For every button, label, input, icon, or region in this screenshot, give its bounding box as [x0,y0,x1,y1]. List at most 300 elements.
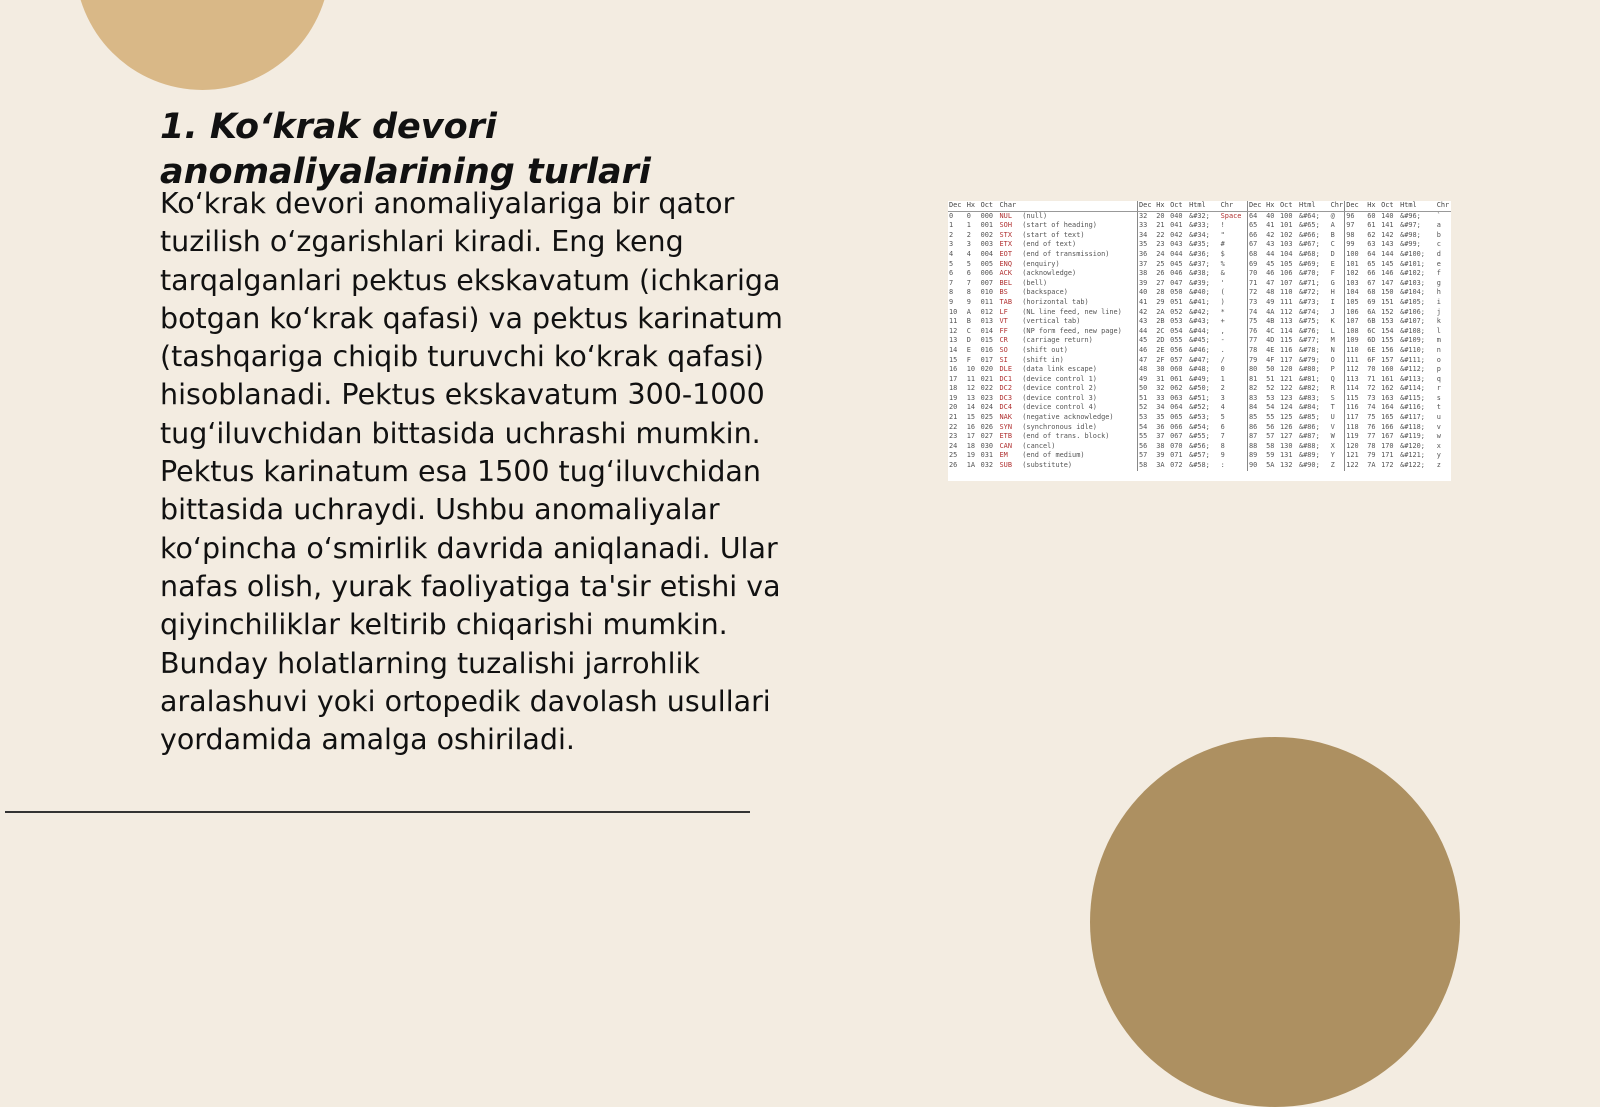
ascii-table-cell: (shift in) [1021,356,1137,366]
ascii-table-cell: &#98; [1400,230,1421,239]
ascii-table-cell: 017 [980,355,994,364]
ascii-table-cell: 60 [1367,211,1376,220]
ascii-table-cell: 107 [1280,278,1293,287]
ascii-table-cell: &#46; [1189,345,1210,354]
ascii-table-cell: 112 [1346,365,1359,374]
ascii-table-cell: 1 [949,221,954,230]
ascii-table-cell: 0 [966,211,971,220]
ascii-table-header: Dec [1247,201,1265,211]
ascii-table-cell: &#120; [1400,441,1425,450]
ascii-table-cell: W [1330,432,1345,442]
ascii-table-cell: ENQ [999,259,1012,268]
ascii-table-cell: 121 [1346,451,1359,460]
ascii-table-cell: " [1220,231,1248,241]
ascii-table-cell: 75 [1248,317,1258,326]
ascii-table-cell: &#102; [1400,269,1425,278]
ascii-table-cell: (device control 3) [1021,394,1137,404]
ascii-table-cell: 37 [1156,432,1165,441]
ascii-table-cell: B [966,317,971,326]
ascii-table-cell: 003 [980,240,994,249]
ascii-table-cell: p [1436,365,1441,374]
ascii-table-cell: 29 [1156,297,1165,306]
ascii-table-cell: 103 [1346,278,1359,287]
ascii-table-header: Html [1298,201,1330,211]
ascii-table-cell: 52 [1139,403,1148,412]
ascii-table-cell: o [1436,355,1441,364]
ascii-table-cell: 104 [1280,249,1293,258]
ascii-table-cell: 7 [1220,432,1248,442]
ascii-table-cell: (carriage return) [1021,336,1137,346]
ascii-table-cell: 4F [1266,355,1275,364]
ascii-table-cell: 132 [1280,461,1293,470]
ascii-table-cell: 053 [1170,317,1183,326]
ascii-table-cell: (end of text) [1021,240,1137,250]
ascii-table-cell: SOH [999,221,1012,230]
ascii-table-cell: 24 [1156,249,1165,258]
ascii-table-cell: @ [1330,211,1345,221]
ascii-table-cell: 31 [1156,374,1165,383]
ascii-table-cell: &#69; [1298,259,1320,268]
ascii-table-cell: 48 [1266,288,1275,297]
ascii-table-cell: 6E [1367,345,1376,354]
ascii-table-row [948,298,1451,308]
ascii-table-cell: 4D [1266,336,1275,345]
ascii-table-cell: 57 [1266,432,1275,441]
ascii-table-cell: &#58; [1189,461,1210,470]
ascii-table-cell: &#52; [1189,403,1210,412]
ascii-table-cell: &#66; [1298,230,1320,239]
ascii-table-cell: y [1436,451,1441,460]
ascii-table-cell: 114 [1346,384,1359,393]
ascii-table-cell: &#96; [1400,211,1421,220]
ascii-table-cell: &#41; [1189,297,1210,306]
ascii-table-cell: 30 [1156,365,1165,374]
ascii-table-cell: 007 [980,278,994,287]
ascii-table-cell: 4 [966,249,971,258]
ascii-table-cell: L [1330,327,1345,337]
ascii-table-cell: 131 [1280,451,1293,460]
ascii-table-row [948,288,1451,298]
ascii-table-cell: 157 [1381,355,1394,364]
ascii-table-header: Dec [1138,201,1156,211]
ascii-table-cell: (shift out) [1021,346,1137,356]
ascii-table-cell: 88 [1248,441,1258,450]
ascii-table-row [948,250,1451,260]
ascii-table-cell: &#89; [1298,451,1320,460]
ascii-table-cell: 111 [1280,297,1293,306]
ascii-table-cell: w [1436,432,1441,441]
ascii-table-row [948,269,1451,279]
ascii-table-row [948,375,1451,385]
ascii-table-cell: 85 [1248,413,1258,422]
ascii-table-cell: 4E [1266,345,1275,354]
ascii-table-cell: &#87; [1298,432,1320,441]
ascii-table-cell: 56 [1139,441,1148,450]
ascii-table-cell: # [1220,240,1248,250]
ascii-table-cell: 005 [980,259,994,268]
ascii-table-cell: 1 [966,221,971,230]
ascii-table-row [948,327,1451,337]
ascii-table-cell: 044 [1170,249,1183,258]
ascii-table-cell: SYN [999,422,1012,431]
ascii-table-cell: 030 [980,441,994,450]
ascii-table-cell: NUL [999,211,1012,220]
ascii-table-cell: &#34; [1189,230,1210,239]
ascii-table-cell: &#113; [1400,374,1425,383]
ascii-table-cell: G [1330,279,1345,289]
ascii-table-cell: 6 [1220,423,1248,433]
ascii-table-cell: 117 [1280,355,1293,364]
ascii-table-cell: 152 [1381,307,1394,316]
ascii-table-cell: 67 [1248,240,1258,249]
ascii-table-cell: (null) [1021,211,1137,221]
ascii-table-cell: &#83; [1298,393,1320,402]
ascii-table-cell: BEL [999,278,1012,287]
ascii-table-cell: . [1220,346,1248,356]
ascii-table-cell: 1 [1220,375,1248,385]
ascii-table-cell: 78 [1367,441,1376,450]
ascii-table-cell: 69 [1367,297,1376,306]
ascii-table-cell: 0 [1220,365,1248,375]
ascii-table-cell: 120 [1346,441,1359,450]
ascii-table-cell: (end of medium) [1021,451,1137,461]
ascii-table-cell: 52 [1266,384,1275,393]
ascii-table-cell: SI [999,355,1008,364]
ascii-table-cell: 66 [1248,230,1258,239]
ascii-table-cell: 25 [949,451,958,460]
ascii-table-cell: &#53; [1189,413,1210,422]
ascii-table-cell: 34 [1139,230,1148,239]
ascii-table-cell: &#81; [1298,374,1320,383]
ascii-table-cell: 6 [949,269,954,278]
ascii-table-cell: 62 [1367,230,1376,239]
ascii-table-cell: 8 [966,288,971,297]
ascii-table-cell: &#122; [1400,461,1425,470]
ascii-table-cell: 37 [1139,259,1148,268]
decorative-circle-top [75,0,330,90]
ascii-table-cell: F [1330,269,1345,279]
ascii-table-cell: 172 [1381,461,1394,470]
ascii-table-cell: 65 [1367,259,1376,268]
ascii-table-cell: 142 [1381,230,1394,239]
ascii-table-cell: &#45; [1189,336,1210,345]
ascii-table-cell: SUB [999,461,1012,470]
ascii-table-cell: 004 [980,249,994,258]
ascii-table-cell: 4A [1266,307,1275,316]
ascii-table-cell: 77 [1367,432,1376,441]
ascii-table-cell: 101 [1346,259,1359,268]
ascii-table-cell: ETB [999,432,1012,441]
ascii-table-cell: &#86; [1298,422,1320,431]
ascii-table-cell: 115 [1280,336,1293,345]
ascii-table-cell: &#88; [1298,441,1320,450]
ascii-table-row [948,432,1451,442]
ascii-table-cell: 057 [1170,355,1183,364]
ascii-table-cell: (device control 4) [1021,403,1137,413]
ascii-table-cell: DC4 [999,403,1012,412]
ascii-table-header: Html [1399,201,1436,211]
ascii-table-cell: &#118; [1400,422,1425,431]
ascii-table-cell: 2F [1156,355,1165,364]
ascii-table-cell: 68 [1367,288,1376,297]
ascii-table-cell: 3 [949,240,954,249]
ascii-table-cell: &#43; [1189,317,1210,326]
ascii-table-cell: (synchronous idle) [1021,423,1137,433]
ascii-table-cell: &#32; [1189,211,1210,220]
ascii-table-cell: &#73; [1298,297,1320,306]
ascii-table-cell: 125 [1280,413,1293,422]
ascii-table-cell: EM [999,451,1008,460]
ascii-table-cell: 65 [1248,221,1258,230]
ascii-table-cell: 68 [1248,249,1258,258]
ascii-table-cell: (device control 2) [1021,384,1137,394]
ascii-table-cell: 113 [1346,374,1359,383]
ascii-table-cell: 047 [1170,278,1183,287]
ascii-table-cell: 61 [1367,221,1376,230]
ascii-table-cell: 41 [1139,297,1148,306]
ascii-table-cell: 6D [1367,336,1376,345]
ascii-table-row [948,336,1451,346]
ascii-table-cell: 2C [1156,326,1165,335]
ascii-table-cell: &#106; [1400,307,1425,316]
ascii-table-cell: T [1330,403,1345,413]
ascii-table-cell: 6F [1367,355,1376,364]
ascii-table-cell: 40 [1139,288,1148,297]
ascii-table-cell: 2 [966,230,971,239]
ascii-table-cell: &#76; [1298,326,1320,335]
ascii-table-cell: P [1330,365,1345,375]
ascii-table-cell: 061 [1170,374,1183,383]
ascii-table-cell: (device control 1) [1021,375,1137,385]
ascii-table-cell: 33 [1139,221,1148,230]
ascii-table-cell: 73 [1367,393,1376,402]
ascii-table-cell: 7 [949,278,954,287]
ascii-table-cell: 160 [1381,365,1394,374]
ascii-table-cell: u [1436,413,1441,422]
ascii-table-cell: 99 [1346,240,1355,249]
ascii-table-cell: 042 [1170,230,1183,239]
ascii-table-cell: a [1436,221,1441,230]
ascii-table-cell: 76 [1248,326,1258,335]
ascii-table-cell: X [1330,442,1345,452]
ascii-table-header: Oct [1380,201,1399,211]
ascii-table-cell: 012 [980,307,994,316]
ascii-table-cell: 032 [980,461,994,470]
ascii-table-cell: 64 [1367,249,1376,258]
ascii-table-cell: 97 [1346,221,1355,230]
ascii-table-cell: 11 [949,317,958,326]
ascii-table-cell: 107 [1346,317,1359,326]
ascii-table-cell: 070 [1170,441,1183,450]
ascii-table-cell: 38 [1139,269,1148,278]
ascii-table-cell: 064 [1170,403,1183,412]
ascii-table-cell: 44 [1266,249,1275,258]
ascii-table-cell: 74 [1248,307,1258,316]
ascii-table-cell: 32 [1139,211,1148,220]
ascii-table-row [948,384,1451,394]
ascii-table-cell: 55 [1139,432,1148,441]
ascii-table-cell: &#117; [1400,413,1425,422]
ascii-table-header [1021,201,1137,211]
ascii-table-cell: 166 [1381,422,1394,431]
ascii-table-cell: 20 [949,403,958,412]
ascii-table-cell: &#82; [1298,384,1320,393]
ascii-table-cell: 79 [1367,451,1376,460]
ascii-table-cell: 21 [1156,221,1165,230]
ascii-table-cell: 21 [949,413,958,422]
ascii-table-cell: C [1330,240,1345,250]
ascii-table-cell: &#109; [1400,336,1425,345]
ascii-table-cell: 3 [966,240,971,249]
ascii-table-cell: (end of trans. block) [1021,432,1137,442]
ascii-table-cell: 41 [1266,221,1275,230]
ascii-table-cell: 51 [1266,374,1275,383]
ascii-table-cell: 040 [1170,211,1183,220]
ascii-table-cell: 143 [1381,240,1394,249]
ascii-table-cell: 72 [1367,384,1376,393]
ascii-table-cell: 4B [1266,317,1275,326]
ascii-table-cell: 90 [1248,461,1258,470]
ascii-table-cell: x [1436,441,1441,450]
ascii-table-cell: 71 [1248,278,1258,287]
ascii-table-row [948,231,1451,241]
ascii-table-cell: ETX [999,240,1012,249]
ascii-table-cell: O [1330,356,1345,366]
ascii-table-cell: / [1220,356,1248,366]
ascii-table-cell: 22 [1156,230,1165,239]
ascii-table-cell: D [1330,250,1345,260]
ascii-table-cell: 9 [949,297,954,306]
ascii-table-cell: &#39; [1189,278,1210,287]
ascii-table-cell: n [1436,345,1441,354]
ascii-table-cell: &#84; [1298,403,1320,412]
ascii-table-cell: ( [1220,288,1248,298]
ascii-table-header: Hx [1155,201,1169,211]
ascii-table-cell: &#65; [1298,221,1320,230]
ascii-table-cell: 5 [966,259,971,268]
ascii-table-cell: (vertical tab) [1021,317,1137,327]
ascii-table-cell: 5 [1220,413,1248,423]
ascii-table-cell: 12 [966,384,975,393]
ascii-table-cell: 71 [1367,374,1376,383]
ascii-table-cell: 59 [1266,451,1275,460]
ascii-table-cell: 105 [1280,259,1293,268]
ascii-table-cell: 16 [966,422,975,431]
ascii-table-cell: 26 [949,461,958,470]
ascii-table-cell: v [1436,422,1441,431]
ascii-table-cell: 39 [1139,278,1148,287]
ascii-table-cell: Y [1330,451,1345,461]
ascii-table-cell: 156 [1381,345,1394,354]
ascii-table-cell: 000 [980,211,994,220]
ascii-table-cell: 70 [1248,269,1258,278]
ascii-table [948,201,1451,471]
ascii-table-cell: 6B [1367,317,1376,326]
ascii-table-cell: DC3 [999,393,1012,402]
ascii-table-cell: 33 [1156,393,1165,402]
ascii-table-header: Chr [1436,201,1451,211]
ascii-table-cell: 81 [1248,374,1258,383]
ascii-table-cell: (enquiry) [1021,260,1137,270]
ascii-table-cell: 024 [980,403,994,412]
ascii-table-cell: 34 [1156,403,1165,412]
ascii-table-cell: 127 [1280,432,1293,441]
ascii-table-cell: 8 [1220,442,1248,452]
ascii-table-cell: k [1436,317,1441,326]
ascii-table-header: Hx [1366,201,1380,211]
ascii-table-cell: 7A [1367,461,1376,470]
ascii-table-header: Html [1188,201,1220,211]
ascii-table-cell: K [1330,317,1345,327]
ascii-table-cell: 162 [1381,384,1394,393]
ascii-table-cell: M [1330,336,1345,346]
ascii-table-cell: 6C [1367,326,1376,335]
ascii-table-cell: 45 [1139,336,1148,345]
ascii-table-cell: 36 [1156,422,1165,431]
ascii-table-cell: 32 [1156,384,1165,393]
ascii-table-cell: &#90; [1298,461,1320,470]
ascii-table-cell: 83 [1248,393,1258,402]
ascii-table-cell: 022 [980,384,994,393]
ascii-table-cell: &#38; [1189,269,1210,278]
ascii-table-cell: 163 [1381,393,1394,402]
ascii-table-cell: 110 [1346,345,1359,354]
ascii-table-cell: A [966,307,971,316]
ascii-table-cell: (start of text) [1021,231,1137,241]
ascii-table-cell: 86 [1248,422,1258,431]
ascii-table-cell: (bell) [1021,279,1137,289]
ascii-table-row [948,461,1451,471]
ascii-table-cell: 3 [1220,394,1248,404]
ascii-table-cell: 47 [1139,355,1148,364]
ascii-table-cell: 35 [1139,240,1148,249]
ascii-table-cell: &#64; [1298,211,1320,220]
ascii-table-cell: , [1220,327,1248,337]
ascii-table-cell: ' [1220,279,1248,289]
ascii-table-cell: FF [999,326,1008,335]
ascii-table-cell: 25 [1156,259,1165,268]
ascii-table-cell: (horizontal tab) [1021,298,1137,308]
ascii-table-cell: 154 [1381,326,1394,335]
ascii-table-cell: 11 [966,374,975,383]
ascii-table-cell: 54 [1266,403,1275,412]
ascii-table-cell: (backspace) [1021,288,1137,298]
ascii-table-cell: s [1436,393,1441,402]
ascii-table-cell: &#75; [1298,317,1320,326]
ascii-table-cell: 40 [1266,211,1275,220]
ascii-table-cell: 5A [1266,461,1275,470]
ascii-table-cell: 006 [980,269,994,278]
ascii-table-cell: 110 [1280,288,1293,297]
ascii-table-cell: 118 [1346,422,1359,431]
ascii-table-cell: i [1436,297,1441,306]
ascii-table-cell: 123 [1280,393,1293,402]
ascii-table-cell: ACK [999,269,1012,278]
ascii-table-cell: 23 [1156,240,1165,249]
ascii-table-cell: 46 [1139,345,1148,354]
ascii-table-cell: (acknowledge) [1021,269,1137,279]
ascii-table-cell: 113 [1280,317,1293,326]
ascii-table-cell: 19 [949,393,958,402]
ascii-table-cell: 9 [966,297,971,306]
ascii-table-cell: DLE [999,365,1012,374]
ascii-table-cell: &#50; [1189,384,1210,393]
ascii-table-cell: (start of heading) [1021,221,1137,231]
ascii-table-cell: 58 [1139,461,1148,470]
ascii-table-cell: 51 [1139,393,1148,402]
ascii-table-cell: 055 [1170,336,1183,345]
ascii-table-header: Dec [948,201,966,211]
